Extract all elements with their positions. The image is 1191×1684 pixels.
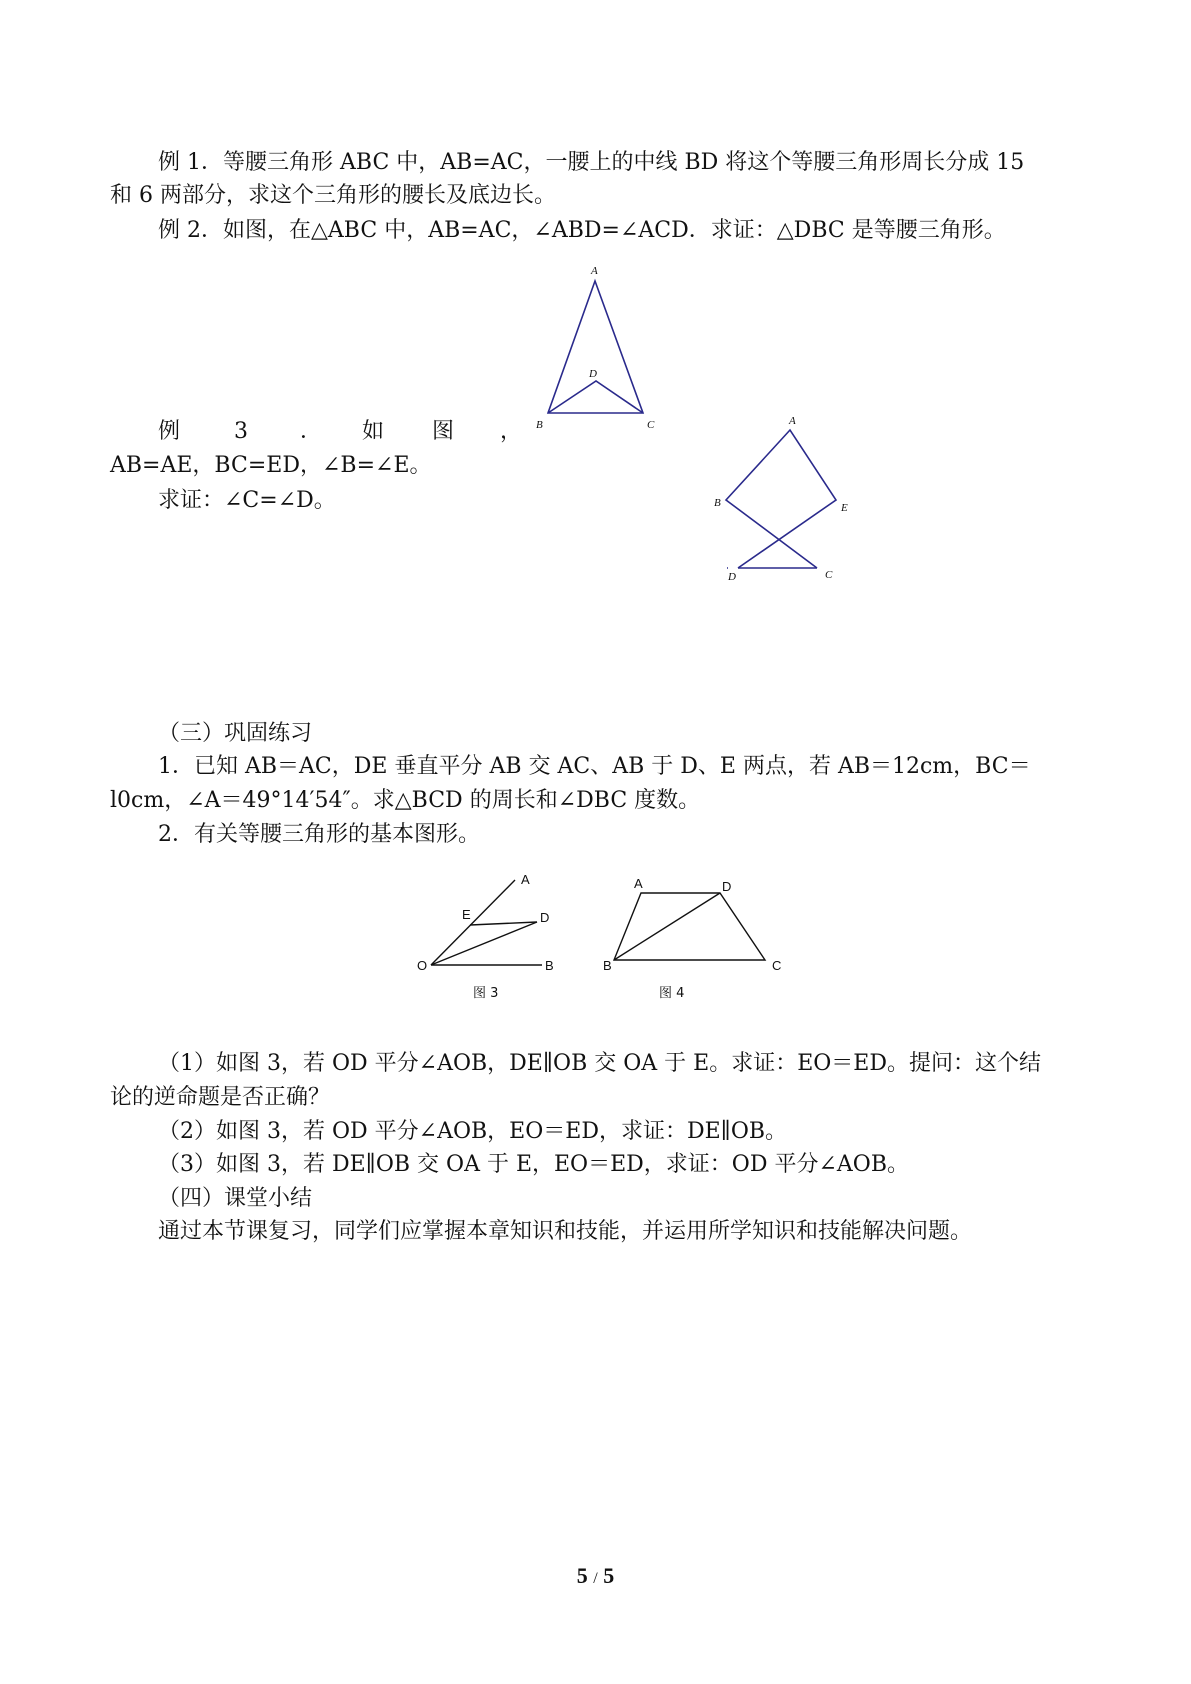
label-b: B [603,958,612,973]
example-2-line-1: 例 2．如图，在△ABC 中，AB=AC，∠ABD=∠ACD．求证：△DBC 是等腰三角形。 [158,218,1006,243]
label-e: E [462,907,471,922]
example-3-word: 例 [158,419,181,444]
label-c: C [772,958,782,973]
label-d: D [722,879,732,894]
example-3-word: 如 [362,419,385,444]
example-3-word: ， [500,419,523,444]
label-a: A [634,876,643,891]
practice-1-line-2: l0cm，∠A＝49°14′54″。求△BCD 的周长和∠DBC 度数。 [110,788,701,813]
label-d: D [540,910,550,925]
example-3-word: 3 [234,419,248,444]
label-c: C [825,569,833,581]
example-1-line-1: 例 1．等腰三角形 ABC 中，AB=AC，一腰上的中线 BD 将这个等腰三角形周长分成 15 [158,150,1025,175]
question-1-line-2: 论的逆命题是否正确？ [110,1085,331,1110]
label-b: B [536,419,543,431]
example-3-line-3: 求证：∠C=∠D。 [158,488,336,513]
question-1-line-1: （1）如图 3，若 OD 平分∠AOB，DE∥OB 交 OA 于 E。求证：EO＝ED。提问：这个结 [158,1051,1041,1076]
question-2: （2）如图 3，若 OD 平分∠AOB，EO＝ED，求证：DE∥OB。 [158,1119,788,1144]
label-o: O [417,958,428,973]
example-3-word: 图 [432,419,455,444]
label-a: A [789,415,796,427]
label-b: B [545,958,554,973]
label-d: D [589,368,597,380]
label-c: C [647,419,655,431]
practice-heading: （三）巩固练习 [158,721,313,746]
label-b: B [714,497,721,509]
diagonal-bd [614,893,720,960]
page-separator: / [593,1570,598,1587]
page-number [0,1563,1191,1589]
trapezoid-abcd [614,893,765,960]
example-1-line-2: 和 6 两部分，求这个三角形的腰长及底边长。 [110,183,556,208]
label-d: D [728,571,736,583]
label-a: A [591,265,598,277]
page-current: 5 [576,1563,588,1588]
page-total: 5 [603,1563,615,1588]
practice-1-line-1: 1．已知 AB＝AC，DE 垂直平分 AB 交 AC、AB 于 D、E 两点，若 AB＝12cm，BC＝ [158,754,1031,779]
example-3-word: ． [300,419,323,444]
label-a: A [521,872,530,887]
figure-4-caption: 图 4 [659,986,685,1001]
summary-heading: （四）课堂小结 [158,1186,313,1211]
example-3-line-2: AB=AE，BC=ED，∠B=∠E。 [110,453,432,478]
label-e: E [841,502,848,514]
question-3: （3）如图 3，若 DE∥OB 交 OA 于 E，EO＝ED，求证：OD 平分∠AOB。 [158,1152,909,1177]
summary-text: 通过本节课复习，同学们应掌握本章知识和技能，并运用所学知识和技能解决问题。 [158,1219,973,1244]
figure-3-caption: 图 3 [473,986,499,1001]
practice-2: 2．有关等腰三角形的基本图形。 [158,822,480,847]
